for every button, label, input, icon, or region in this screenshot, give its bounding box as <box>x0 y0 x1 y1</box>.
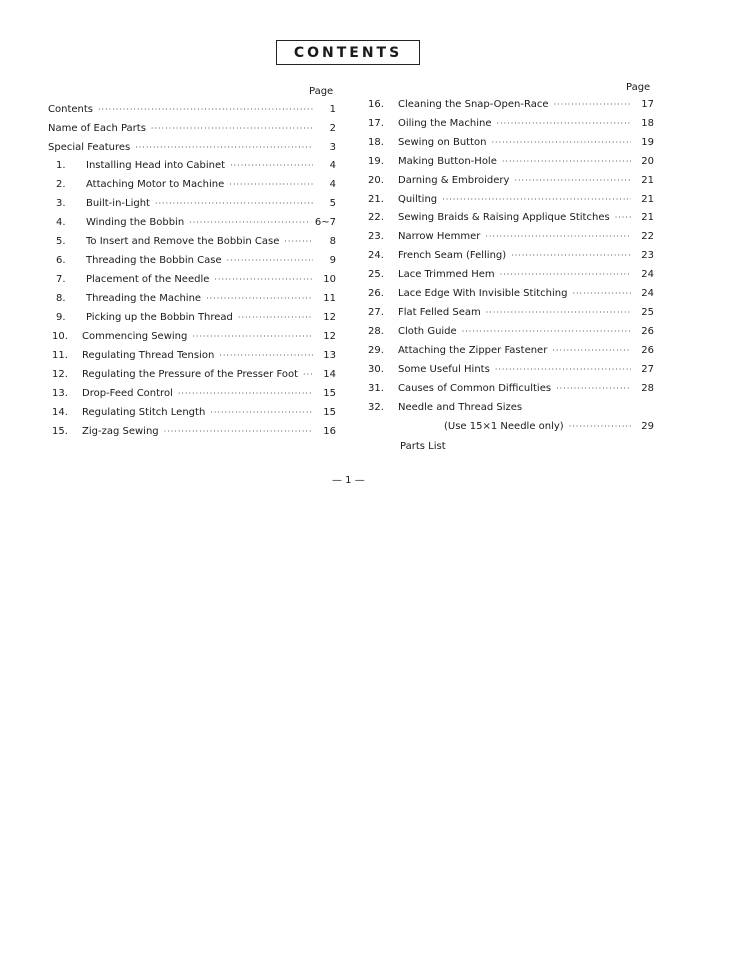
toc-entry[interactable] <box>368 402 654 416</box>
toc-entry[interactable] <box>48 104 336 118</box>
toc-entry-number: 6. <box>56 255 66 266</box>
toc-entry[interactable] <box>368 156 654 170</box>
toc-entry[interactable] <box>56 236 336 250</box>
toc-entry-page: 18 <box>641 118 654 129</box>
dot-leader <box>219 351 313 360</box>
toc-entry-number: 11. <box>52 350 68 361</box>
toc-entry-number: 8. <box>56 293 66 304</box>
dot-leader <box>210 408 313 417</box>
toc-entry-title: To Insert and Remove the Bobbin Case <box>86 236 280 247</box>
toc-entry-title: Oiling the Machine <box>398 118 492 129</box>
toc-entry-number: 10. <box>52 331 68 342</box>
toc-entry[interactable] <box>56 293 336 307</box>
toc-entry-title: Attaching Motor to Machine <box>86 179 225 190</box>
toc-entry[interactable] <box>368 137 654 151</box>
toc-entry[interactable] <box>56 312 336 326</box>
dot-leader <box>230 161 313 170</box>
toc-entry[interactable] <box>52 331 336 345</box>
toc-entry-page: 21 <box>641 194 654 205</box>
dot-leader <box>442 195 631 204</box>
dot-leader <box>151 124 313 133</box>
toc-entry-title: Built-in-Light <box>86 198 150 209</box>
toc-entry-page: 4 <box>329 179 336 190</box>
dot-leader <box>491 138 631 147</box>
toc-entry-title: Installing Head into Cabinet <box>86 160 226 171</box>
dot-leader <box>214 275 313 284</box>
toc-entry-page: 3 <box>329 142 336 153</box>
toc-entry-title: Attaching the Zipper Fastener <box>398 345 548 356</box>
toc-entry-page: 20 <box>641 156 654 167</box>
toc-entry[interactable] <box>56 255 336 269</box>
toc-entry-number: 15. <box>52 426 68 437</box>
dot-leader <box>462 327 631 336</box>
toc-entry[interactable] <box>56 198 336 212</box>
toc-entry-page: 25 <box>641 307 654 318</box>
dot-leader <box>572 289 631 298</box>
toc-entry-title: Quilting <box>398 194 438 205</box>
toc-entry-page: 2 <box>329 123 336 134</box>
dot-leader <box>552 346 631 355</box>
toc-entry-number: 27. <box>368 307 384 318</box>
dot-leader <box>502 157 631 166</box>
dot-leader <box>553 100 631 109</box>
toc-entry[interactable] <box>368 383 654 397</box>
dot-leader <box>206 294 313 303</box>
needle-note-entry[interactable] <box>444 421 654 435</box>
toc-entry[interactable] <box>368 118 654 132</box>
toc-entry-page: 26 <box>641 326 654 337</box>
toc-entry-title: Special Features <box>48 142 131 153</box>
toc-entry-number: 26. <box>368 288 384 299</box>
dot-leader <box>192 332 313 341</box>
toc-entry-number: 13. <box>52 388 68 399</box>
toc-entry-page: 12 <box>323 312 336 323</box>
toc-entry-number: 22. <box>368 212 384 223</box>
toc-entry-page: 28 <box>641 383 654 394</box>
toc-entry-title: Placement of the Needle <box>86 274 210 285</box>
toc-entry[interactable] <box>368 307 654 321</box>
dot-leader <box>500 270 631 279</box>
toc-entry-title: Contents <box>48 104 93 115</box>
toc-entry-page: 4 <box>329 160 336 171</box>
toc-entry[interactable] <box>52 407 336 421</box>
toc-entry[interactable] <box>48 142 336 156</box>
left-page-header: Page <box>309 86 334 97</box>
toc-entry-title: Commencing Sewing <box>82 331 188 342</box>
toc-entry-number: 25. <box>368 269 384 280</box>
page-number: — 1 — <box>332 475 365 486</box>
toc-entry-page: 10 <box>323 274 336 285</box>
dot-leader <box>511 251 631 260</box>
dot-leader <box>303 370 313 379</box>
toc-entry-number: 23. <box>368 231 384 242</box>
toc-entry-title: Name of Each Parts <box>48 123 146 134</box>
dot-leader <box>497 119 631 128</box>
toc-entry-number: 19. <box>368 156 384 167</box>
toc-entry[interactable] <box>368 288 654 302</box>
toc-entry-number: 2. <box>56 179 66 190</box>
toc-entry-number: 18. <box>368 137 384 148</box>
toc-entry-title: Sewing Braids & Raising Applique Stitches <box>398 212 610 223</box>
dot-leader <box>238 313 313 322</box>
toc-entry[interactable] <box>56 274 336 288</box>
parts-list-label: Parts List <box>400 441 446 452</box>
toc-entry[interactable] <box>52 426 336 440</box>
toc-entry-title: Regulating the Pressure of the Presser Foot <box>82 369 298 380</box>
toc-entry-title: Flat Felled Seam <box>398 307 481 318</box>
toc-entry-number: 9. <box>56 312 66 323</box>
toc-entry-page: 26 <box>641 345 654 356</box>
toc-entry-title: Needle and Thread Sizes <box>398 402 523 413</box>
toc-entry-title: Sewing on Button <box>398 137 487 148</box>
toc-entry-title: French Seam (Felling) <box>398 250 507 261</box>
toc-entry-number: 24. <box>368 250 384 261</box>
toc-entry-number: 16. <box>368 99 384 110</box>
toc-entry-page: 17 <box>641 99 654 110</box>
toc-entry-title: Causes of Common Difficulties <box>398 383 552 394</box>
toc-entry[interactable] <box>52 369 336 383</box>
toc-entry-number: 12. <box>52 369 68 380</box>
page-title: CONTENTS <box>276 40 420 65</box>
toc-entry-number: 17. <box>368 118 384 129</box>
toc-entry-page: 21 <box>641 212 654 223</box>
toc-entry-page: 8 <box>329 236 336 247</box>
toc-entry-page: 13 <box>323 350 336 361</box>
toc-entry[interactable] <box>368 175 654 189</box>
toc-entry-number: 21. <box>368 194 384 205</box>
toc-entry-title: Lace Edge With Invisible Stitching <box>398 288 568 299</box>
toc-entry-page: 23 <box>641 250 654 261</box>
dot-leader <box>227 256 313 265</box>
toc-entry-title: Threading the Bobbin Case <box>86 255 222 266</box>
toc-entry-page: 29 <box>641 421 654 432</box>
parts-list-entry[interactable] <box>400 441 520 455</box>
toc-entry-page: 15 <box>323 388 336 399</box>
toc-entry[interactable] <box>56 160 336 174</box>
toc-entry-page: 11 <box>323 293 336 304</box>
toc-entry-title: Picking up the Bobbin Thread <box>86 312 233 323</box>
toc-entry[interactable] <box>368 250 654 264</box>
toc-entry[interactable] <box>52 350 336 364</box>
dot-leader <box>229 180 313 189</box>
toc-entry-title: Zig-zag Sewing <box>82 426 159 437</box>
toc-entry-number: 32. <box>368 402 384 413</box>
dot-leader <box>164 427 313 436</box>
toc-entry-page: 22 <box>641 231 654 242</box>
dot-leader <box>556 384 631 393</box>
toc-entry[interactable] <box>56 217 336 231</box>
toc-entry-number: 3. <box>56 198 66 209</box>
toc-entry-title: Drop-Feed Control <box>82 388 173 399</box>
toc-entry-title: Darning & Embroidery <box>398 175 510 186</box>
toc-entry-page: 24 <box>641 288 654 299</box>
toc-entry-page: 19 <box>641 137 654 148</box>
toc-entry-title: Regulating Stitch Length <box>82 407 206 418</box>
toc-entry[interactable] <box>48 123 336 137</box>
toc-entry-title: Lace Trimmed Hem <box>398 269 495 280</box>
toc-entry[interactable] <box>368 212 654 226</box>
toc-entry-page: 9 <box>329 255 336 266</box>
toc-entry-number: 31. <box>368 383 384 394</box>
toc-entry-page: 27 <box>641 364 654 375</box>
toc-entry-number: 7. <box>56 274 66 285</box>
toc-entry-page: 5 <box>329 198 336 209</box>
toc-entry-page: 15 <box>323 407 336 418</box>
toc-entry-page: 21 <box>641 175 654 186</box>
toc-entry-number: 14. <box>52 407 68 418</box>
toc-entry-number: 5. <box>56 236 66 247</box>
dot-leader <box>178 389 313 398</box>
toc-entry-title: Cleaning the Snap-Open-Race <box>398 99 549 110</box>
toc-entry[interactable] <box>368 99 654 113</box>
toc-entry-title: Making Button-Hole <box>398 156 497 167</box>
dot-leader <box>569 422 631 431</box>
dot-leader <box>135 143 313 152</box>
toc-entry-number: 28. <box>368 326 384 337</box>
right-page-header: Page <box>626 82 651 93</box>
toc-entry-number: 30. <box>368 364 384 375</box>
dot-leader <box>284 237 313 246</box>
toc-entry-number: 29. <box>368 345 384 356</box>
toc-entry-title: Threading the Machine <box>86 293 202 304</box>
toc-entry[interactable] <box>368 194 654 208</box>
toc-entry-page: 1 <box>329 104 336 115</box>
toc-entry-page: 6~7 <box>314 217 336 228</box>
toc-entry-page: 12 <box>323 331 336 342</box>
toc-entry-page: 24 <box>641 269 654 280</box>
toc-entry-title: Regulating Thread Tension <box>82 350 215 361</box>
toc-entry-page: 14 <box>323 369 336 380</box>
toc-entry-number: 1. <box>56 160 66 171</box>
toc-entry-title: Cloth Guide <box>398 326 457 337</box>
toc-entry-title: Winding the Bobbin <box>86 217 185 228</box>
toc-entry-number: 20. <box>368 175 384 186</box>
dot-leader <box>98 105 313 114</box>
dot-leader <box>189 218 310 227</box>
dot-leader <box>514 176 631 185</box>
toc-entry[interactable] <box>56 179 336 193</box>
toc-entry-title: Narrow Hemmer <box>398 231 481 242</box>
toc-entry[interactable] <box>52 388 336 402</box>
needle-note-text: (Use 15×1 Needle only) <box>444 421 564 432</box>
dot-leader <box>615 213 631 222</box>
dot-leader <box>155 199 313 208</box>
toc-entry[interactable] <box>368 231 654 245</box>
dot-leader <box>485 232 631 241</box>
dot-leader <box>495 365 631 374</box>
toc-entry[interactable] <box>368 364 654 378</box>
toc-entry[interactable] <box>368 326 654 340</box>
dot-leader <box>486 308 631 317</box>
toc-entry-page: 16 <box>323 426 336 437</box>
toc-entry-title: Some Useful Hints <box>398 364 490 375</box>
toc-entry-number: 4. <box>56 217 66 228</box>
toc-entry[interactable] <box>368 269 654 283</box>
toc-entry[interactable] <box>368 345 654 359</box>
